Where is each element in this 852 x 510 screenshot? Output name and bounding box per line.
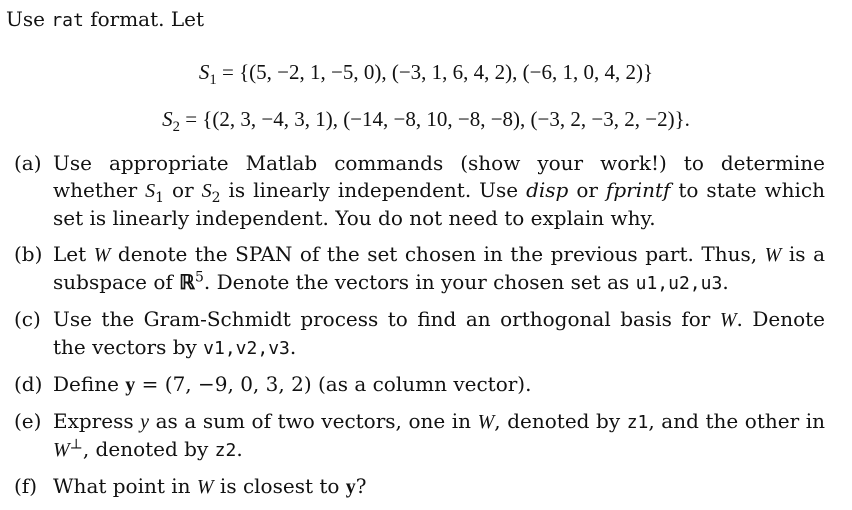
question-a-disp: disp [526, 178, 569, 202]
question-b-part3: is a subspace of [53, 242, 825, 294]
question-b-reals-sup: 5 [194, 269, 204, 286]
question-f-part2: is closest to [213, 474, 346, 498]
question-b-part5: . [722, 270, 729, 294]
question-d [0, 371, 852, 399]
question-b-w2: W [764, 244, 782, 266]
question-b [0, 241, 852, 297]
question-b-code: u1,u2,u3 [635, 273, 723, 294]
question-e-w2: W [53, 439, 70, 461]
question-f [0, 473, 852, 501]
question-d-text [53, 371, 825, 399]
question-a-s2-sub: 2 [211, 190, 221, 206]
question-e-part4: , and the other in [648, 409, 825, 433]
s1-set: = {(5, −2, 1, −5, 0), (−3, 1, 6, 4, 2), (−6, 1, 0, 4, 2)} [216, 60, 654, 84]
question-c-label: (c) [14, 307, 41, 331]
question-a-label: (a) [14, 151, 42, 175]
intro-use: Use [6, 7, 45, 31]
question-b-part4: . Denote the vectors in your chosen set as [203, 270, 636, 294]
s1-subscript: 1 [209, 72, 217, 89]
question-c [0, 306, 852, 362]
intro-rat-code: rat [51, 10, 84, 31]
s2-symbol: S [162, 107, 173, 131]
question-e-label: (e) [14, 409, 42, 433]
s2-set: = {(2, 3, −4, 3, 1), (−14, −8, 10, −8, −8), (−3, 2, −3, 2, −2)}. [179, 107, 690, 131]
question-b-text [53, 241, 825, 297]
question-f-y: y [345, 476, 356, 498]
question-a-part2: or [164, 178, 202, 202]
question-a-text [53, 150, 825, 232]
question-a-part4: or [568, 178, 606, 202]
question-d-part1: Define [53, 372, 126, 396]
question-e [0, 408, 852, 464]
question-a-part5: to state which set is linearly independent. You do not need to explain why. [53, 178, 825, 230]
question-a-s2: S [201, 180, 212, 202]
question-f-label: (f) [14, 474, 38, 498]
question-d-y: y [125, 374, 136, 396]
question-e-w: W [477, 411, 495, 433]
question-a-part1: Use appropriate Matlab commands (show your work!) to determine whether [53, 151, 825, 202]
s2-subscript: 2 [172, 119, 180, 136]
question-e-part1: Express [53, 409, 141, 433]
question-f-text [53, 473, 825, 501]
question-c-code: v1,v2,v3 [203, 338, 290, 359]
question-e-perp: ⊥ [69, 436, 83, 453]
question-c-text [53, 306, 825, 362]
intro-rest: format. Let [90, 7, 205, 31]
question-e-y: y [140, 411, 150, 433]
question-d-label: (d) [14, 372, 43, 396]
question-b-label: (b) [14, 242, 43, 266]
question-f-part3: ? [355, 474, 367, 498]
question-e-part6: . [236, 437, 243, 461]
question-e-z2: z2 [214, 440, 237, 461]
question-b-w: W [93, 244, 111, 266]
intro-line [6, 6, 204, 34]
question-e-z1: z1 [626, 412, 649, 433]
question-d-part2: = (7, −9, 0, 3, 2) (as a column vector). [135, 372, 532, 396]
question-c-part3: . [289, 335, 297, 359]
question-b-reals: ℝ [179, 272, 195, 294]
question-e-part2: as a sum of two vectors, one in [149, 409, 478, 433]
question-f-part1: What point in [53, 474, 197, 498]
question-a-s1-sub: 1 [155, 190, 165, 206]
question-b-part2: denote the SPAN of the set chosen in the previous part. Thus, [110, 242, 765, 266]
question-e-part5: , denoted by [82, 437, 215, 461]
question-list [0, 150, 852, 510]
question-e-part3: , denoted by [494, 409, 627, 433]
equation-s1 [0, 58, 852, 89]
question-a-part3: is linearly independent. Use [220, 178, 527, 202]
question-c-part2: . Denote the vectors by [53, 307, 825, 359]
question-b-part1: Let [53, 242, 94, 266]
question-c-part1: Use the Gram-Schmidt process to find an orthogonal basis for [53, 307, 720, 331]
question-c-w: W [719, 309, 737, 331]
question-e-text [53, 408, 825, 464]
equation-s2 [0, 105, 852, 136]
question-a [0, 150, 852, 232]
question-a-fprintf: fprintf [605, 178, 671, 202]
question-a-s1: S [145, 180, 156, 202]
s1-symbol: S [198, 60, 210, 84]
question-f-w: W [196, 476, 214, 498]
